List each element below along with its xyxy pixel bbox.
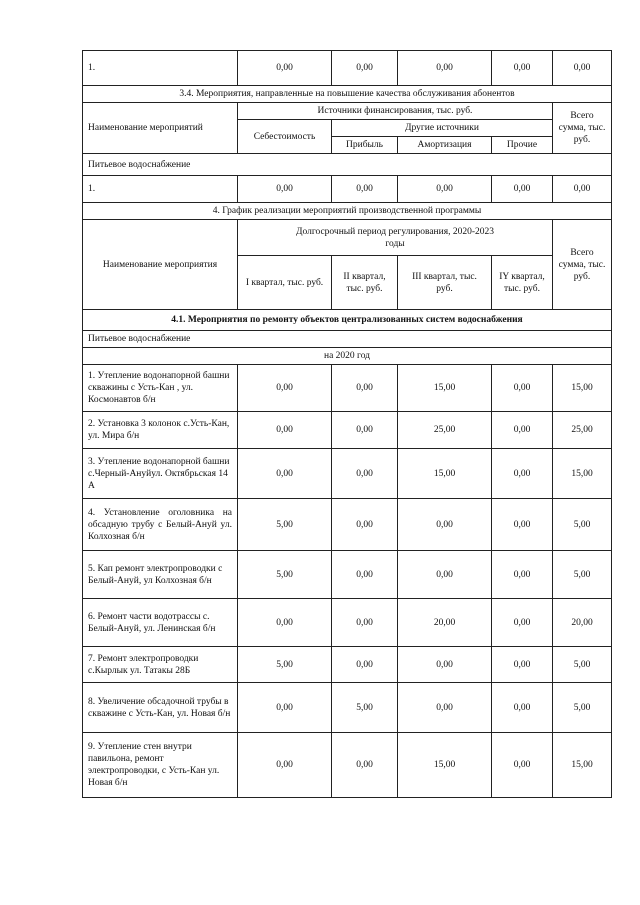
subsection-label: Питьевое водоснабжение <box>83 331 612 348</box>
table-row <box>83 551 612 599</box>
q4-value: 0,00 <box>492 647 553 683</box>
header-cost: Себестоимость <box>238 120 332 154</box>
misc-value: 0,00 <box>492 51 553 86</box>
header-total: Всего сумма, тыс. руб. <box>553 103 612 154</box>
table-row <box>83 51 612 86</box>
q1-value: 0,00 <box>238 733 332 798</box>
total-value: 5,00 <box>553 647 612 683</box>
row-number: 1. <box>83 176 238 203</box>
total-value: 5,00 <box>553 551 612 599</box>
table-row <box>83 412 612 449</box>
year-label: на 2020 год <box>83 348 612 365</box>
q3-value: 15,00 <box>398 733 492 798</box>
q1-value: 0,00 <box>238 412 332 449</box>
q1-value: 0,00 <box>238 365 332 412</box>
section-title-3-4: 3.4. Мероприятия, направленные на повышение качества обслуживания абонентов <box>83 86 612 103</box>
q2-value: 0,00 <box>332 499 398 551</box>
header-period-line1: Долгосрочный период регулирования, 2020-2023 <box>295 226 495 237</box>
cost-value: 0,00 <box>238 51 332 86</box>
cost-value: 0,00 <box>238 176 332 203</box>
header-sources: Источники финансирования, тыс. руб. <box>238 103 553 120</box>
header-name: Наименование мероприятий <box>83 103 238 154</box>
total-value: 25,00 <box>553 412 612 449</box>
total-value: 20,00 <box>553 599 612 647</box>
profit-value: 0,00 <box>332 51 398 86</box>
header-profit: Прибыль <box>332 137 398 154</box>
measure-name: 5. Кап ремонт электропроводки с Белый-Ануй, ул Колхозная б/н <box>83 551 238 599</box>
q2-value: 0,00 <box>332 412 398 449</box>
q4-value: 0,00 <box>492 412 553 449</box>
total-value: 15,00 <box>553 449 612 499</box>
header-name: Наименование мероприятия <box>83 220 238 310</box>
total-value: 5,00 <box>553 499 612 551</box>
header-q3: III квартал, тыс. руб. <box>398 256 492 310</box>
program-table <box>82 50 612 798</box>
header-period <box>238 220 553 256</box>
q1-value: 5,00 <box>238 551 332 599</box>
q3-value: 0,00 <box>398 499 492 551</box>
measure-name: 2. Установка 3 колонок с.Усть-Кан, ул. Мира б/н <box>83 412 238 449</box>
table-row <box>83 499 612 551</box>
profit-value: 0,00 <box>332 176 398 203</box>
row-number: 1. <box>83 51 238 86</box>
section-title-4-1: 4.1. Мероприятия по ремонту объектов централизованных систем водоснабжения <box>83 310 612 331</box>
q3-value: 20,00 <box>398 599 492 647</box>
table-row <box>83 683 612 733</box>
q3-value: 15,00 <box>398 365 492 412</box>
q4-value: 0,00 <box>492 683 553 733</box>
q4-value: 0,00 <box>492 551 553 599</box>
amortization-value: 0,00 <box>398 176 492 203</box>
header-period-line2: годы <box>385 238 405 249</box>
header-misc: Прочие <box>492 137 553 154</box>
q1-value: 5,00 <box>238 499 332 551</box>
table-row <box>83 449 612 499</box>
table-row <box>83 176 612 203</box>
q3-value: 25,00 <box>398 412 492 449</box>
measure-name: 1. Утепление водонапорной башни скважины с Усть-Кан , ул. Космонавтов б/н <box>83 365 238 412</box>
subsection-label: Питьевое водоснабжение <box>83 154 612 176</box>
measure-name: 6. Ремонт части водотрассы с. Белый-Ануй, ул. Ленинская б/н <box>83 599 238 647</box>
q3-value: 15,00 <box>398 449 492 499</box>
header-q2: II квартал, тыс. руб. <box>332 256 398 310</box>
q3-value: 0,00 <box>398 647 492 683</box>
measure-name: 8. Увеличение обсадочной трубы в скважине с Усть-Кан, ул. Новая б/н <box>83 683 238 733</box>
table-row <box>83 365 612 412</box>
q4-value: 0,00 <box>492 599 553 647</box>
measure-name: 9. Утепление стен внутри павильона, ремонт электропроводки, с Усть-Кан ул. Новая б/н <box>83 733 238 798</box>
q2-value: 0,00 <box>332 551 398 599</box>
amortization-value: 0,00 <box>398 51 492 86</box>
total-value: 5,00 <box>553 683 612 733</box>
q1-value: 0,00 <box>238 683 332 733</box>
q1-value: 0,00 <box>238 599 332 647</box>
q2-value: 0,00 <box>332 733 398 798</box>
q4-value: 0,00 <box>492 733 553 798</box>
q1-value: 0,00 <box>238 449 332 499</box>
table-row <box>83 599 612 647</box>
q2-value: 5,00 <box>332 683 398 733</box>
q3-value: 0,00 <box>398 551 492 599</box>
q2-value: 0,00 <box>332 647 398 683</box>
header-q1: I квартал, тыс. руб. <box>238 256 332 310</box>
total-value: 15,00 <box>553 365 612 412</box>
q2-value: 0,00 <box>332 449 398 499</box>
header-total: Всего сумма, тыс. руб. <box>553 220 612 310</box>
header-other-sources: Другие источники <box>332 120 553 137</box>
total-value: 15,00 <box>553 733 612 798</box>
q2-value: 0,00 <box>332 365 398 412</box>
q4-value: 0,00 <box>492 449 553 499</box>
q3-value: 0,00 <box>398 683 492 733</box>
misc-value: 0,00 <box>492 176 553 203</box>
q4-value: 0,00 <box>492 365 553 412</box>
header-q4: IY квартал, тыс. руб. <box>492 256 553 310</box>
table-row <box>83 647 612 683</box>
measure-name: 7. Ремонт электропроводки с.Кырлык ул. Татакы 28Б <box>83 647 238 683</box>
measure-name: 3. Утепление водонапорной башни с.Черный-Ануйул. Октябрьская 14 А <box>83 449 238 499</box>
total-value: 0,00 <box>553 176 612 203</box>
total-value: 0,00 <box>553 51 612 86</box>
q1-value: 5,00 <box>238 647 332 683</box>
header-amortization: Амортизация <box>398 137 492 154</box>
table-row <box>83 733 612 798</box>
q4-value: 0,00 <box>492 499 553 551</box>
q2-value: 0,00 <box>332 599 398 647</box>
section-title-4: 4. График реализации мероприятий производственной программы <box>83 203 612 220</box>
measure-name: 4. Установление оголовника на обсадную трубу с Белый-Ануй ул. Колхозная б/н <box>83 499 238 551</box>
